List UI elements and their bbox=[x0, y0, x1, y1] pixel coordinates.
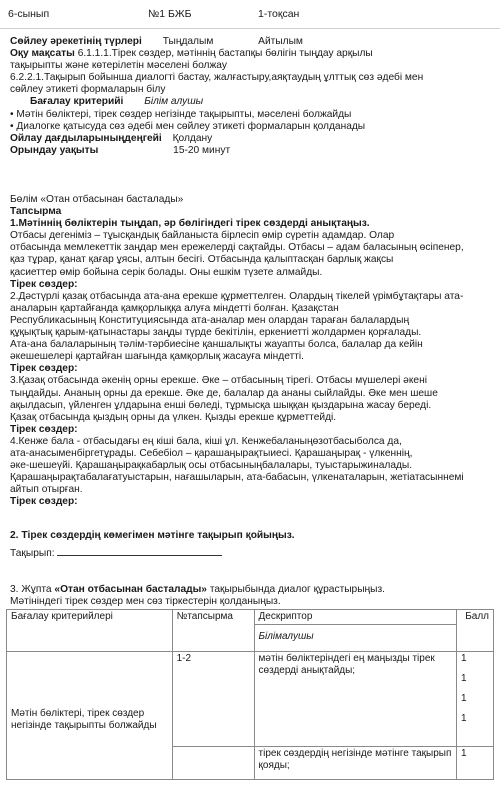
score-value: 1 bbox=[461, 653, 467, 664]
task1-p2-line: Ата-ана балаларының тәлім-тәрбиесіне қаншалықты жауапты болса, балалар да кейін bbox=[10, 339, 423, 351]
task3-block bbox=[10, 584, 492, 608]
score-value: 1 bbox=[461, 693, 467, 704]
task1-p2-line: 2.Дәстүрлі қазақ отбасында ата-ана ерекше құрметтелген. Олардың тікелей үрімбұтақтары ата- bbox=[10, 290, 464, 302]
criteria-value: Білім алушы bbox=[144, 96, 204, 108]
descriptor-2: тірек сөздердің негізінде мәтінге тақырып қояды; bbox=[254, 747, 456, 780]
task3-instruction: Мәтініндегі тірек сөздер мен сөз тіркестерін қолданыңыз. bbox=[10, 596, 281, 608]
header-divider bbox=[0, 28, 500, 29]
score-value: 1 bbox=[461, 673, 467, 684]
task1-p4-line: айтып отырған. bbox=[10, 484, 83, 496]
task1-p4-line: Қарашаңырақтабалағатуыстарын, нағашыларын, ата-бабасын, үлкенаталарын, жетіатасыннемі bbox=[10, 472, 464, 484]
work-number: №1 БЖБ bbox=[148, 8, 192, 20]
task-label: Тапсырма bbox=[10, 206, 62, 218]
task1-p1-line: отбасында мемлекеттік заңдар мен ережелерді сақтайды. Отбасы – адам баласының өсіпенер, bbox=[10, 242, 464, 254]
learner-subheader: Білімалушы bbox=[254, 625, 456, 652]
task1-p3-line: 3.Қазақ отбасында әкенің орны ерекше. Әке – отбасының тірегі. Отбасы мүшелері әкені bbox=[10, 375, 427, 387]
thinking-label: Ойлау дағдыларыныңдеңгейі bbox=[10, 132, 162, 144]
task1-p2-line: аналарын қартайғанда қамқорлыққа алуға міндетті болған. Қазақстан bbox=[10, 302, 339, 314]
col-criteria: Бағалау критерийлері bbox=[7, 610, 173, 652]
task1-p2-line: Республикасының Конституциясында ата-аналар мен олардан тараған балалардың bbox=[10, 314, 410, 326]
goals-label: Оқу мақсаты bbox=[10, 48, 75, 60]
task3-title-pre: 3. Жұпта bbox=[10, 584, 55, 595]
task1-p4-line: 4.Кенже бала - отбасыдағы ең кіші бала, кіші ұл. Кенжебаланыңөзотбасыболса да, bbox=[10, 435, 402, 447]
task1-p1-line: қасиеттер өмір бойына серік болады. Оны ешкім түзете алмайды. bbox=[10, 266, 323, 278]
col-descriptor: Дескриптор bbox=[254, 610, 456, 625]
topic-label: Тақырып: bbox=[10, 548, 55, 560]
score-value: 1 bbox=[461, 713, 467, 724]
task1-p3-line: Қазақ отбасында қыздың орны да үлкен. Қызды ерекше құрметтейді. bbox=[10, 411, 337, 423]
activity-speaking: Айтылым bbox=[258, 36, 303, 47]
goal-1: 6.1.1.1.Тірек сөздер, мәтіннің бастапқы бөлігін тыңдау арқылы bbox=[77, 48, 373, 60]
criteria-label: Бағалау критерийі bbox=[30, 96, 124, 108]
task1-p4-line: әке-шешеүйі. Қарашаңырақкабарлық осы отбасыныңбалалары, туыстарыжиналады. bbox=[10, 460, 413, 472]
activity-label: Сөйлеу әрекетінің түрлері bbox=[10, 36, 142, 47]
task1-p1-line: қаз тұрар, қанат қағар ұясы, алтын бесігі. Отбасында қалыптасқан барлық жақсы bbox=[10, 254, 394, 266]
task1-title: 1.Мәтіннің бөліктерін тыңдап, әр бөлігіндегі тірек сөздерді анықтаңыз. bbox=[10, 218, 370, 230]
task3-title-theme: «Отан отбасынан басталады» bbox=[54, 584, 207, 595]
task-number-cell-empty bbox=[172, 747, 254, 780]
worksheet-header bbox=[8, 8, 492, 22]
task-number-cell: 1-2 bbox=[172, 652, 254, 747]
thinking-value: Қолдану bbox=[172, 132, 213, 144]
time-value: 15-20 минут bbox=[173, 144, 231, 156]
task1-block bbox=[10, 194, 492, 508]
task1-p3-line: тыңдайды. Ананың орны да ерекше. Әке де, балалар да ананы сыйлайды. Әке мен шеше bbox=[10, 387, 438, 399]
rubric-table bbox=[6, 609, 494, 780]
task2-block bbox=[10, 530, 492, 560]
key-words-label: Тірек сөздер: bbox=[10, 278, 78, 290]
criterion-cell: Мәтін бөліктері, тірек сөздер негізінде тақырыпты болжайды bbox=[7, 652, 173, 780]
term-label: 1-тоқсан bbox=[258, 8, 300, 20]
score-cell-1 bbox=[457, 652, 494, 747]
task1-p3-line: ақылдасып, үйленген ұлдарына енші бөледі, тұрмысқа шыққан қыздарына жасау береді. bbox=[10, 399, 432, 411]
activity-listening: Тыңдалым bbox=[162, 36, 214, 47]
task2-title: 2. Тірек сөздердің көмегімен мәтінге тақырып қойыңыз. bbox=[10, 530, 295, 541]
col-task-no: №тапсырма bbox=[172, 610, 254, 652]
goal-1-cont: тақырыпты және көтерілетін мәселені болжау bbox=[10, 60, 227, 72]
table-row bbox=[7, 652, 494, 747]
task3-title-post: тақырыбында диалог құрастырыңыз. bbox=[206, 584, 385, 595]
goal-2: 6.2.2.1.Тақырып бойынша диалогті бастау, жалғастыру,аяқтаудың ұлттық сөз әдебі мен bbox=[10, 72, 424, 84]
key-words-label: Тірек сөздер: bbox=[10, 363, 78, 375]
descriptor-1: мәтін бөліктеріндегі ең маңызды тірек сөздерді анықтайды; bbox=[254, 652, 456, 747]
task1-p1-line: Отбасы дегеніміз – тұысқандық байланыста бірлесіп өмір сүретін адамдар. Олар bbox=[10, 230, 395, 242]
section-title: Бөлім «Отан отбасынан басталады» bbox=[10, 194, 184, 205]
task1-p2-line: құқықтық қарым-қатынастары заңды түрде бекітілін, еркениетті жолдармен қорғалады. bbox=[10, 327, 422, 339]
criteria-2: • Диалогке қатысуда сөз әдебі мен сөйлеу этикеті формаларын қолданады bbox=[10, 120, 366, 132]
meta-block bbox=[10, 36, 492, 157]
task1-p4-line: ата-анасыменбіргетұрады. Себебіол – қарашаңырақтыиесі. Қарашаңырақ - үлкеннің, bbox=[10, 447, 413, 459]
time-label: Орындау уақыты bbox=[10, 144, 99, 156]
key-words-label: Тірек сөздер: bbox=[10, 496, 78, 508]
grade-label: 6-сынып bbox=[8, 8, 50, 20]
task1-p2-line: әкешешелері қартайған шағында қамқорлық жасауға міндетті. bbox=[10, 351, 305, 363]
score-cell-2: 1 bbox=[457, 747, 494, 780]
goal-2-cont: сөйлеу этикеті формаларын білу bbox=[10, 84, 166, 96]
rubric-header-row bbox=[7, 610, 494, 625]
col-score: Балл bbox=[457, 610, 494, 652]
topic-answer-line[interactable] bbox=[57, 546, 222, 556]
criteria-1: • Мәтін бөліктері, тірек сөздер негізінде тақырыпты, мәселені болжайды bbox=[10, 108, 352, 120]
key-words-label: Тірек сөздер: bbox=[10, 423, 78, 435]
